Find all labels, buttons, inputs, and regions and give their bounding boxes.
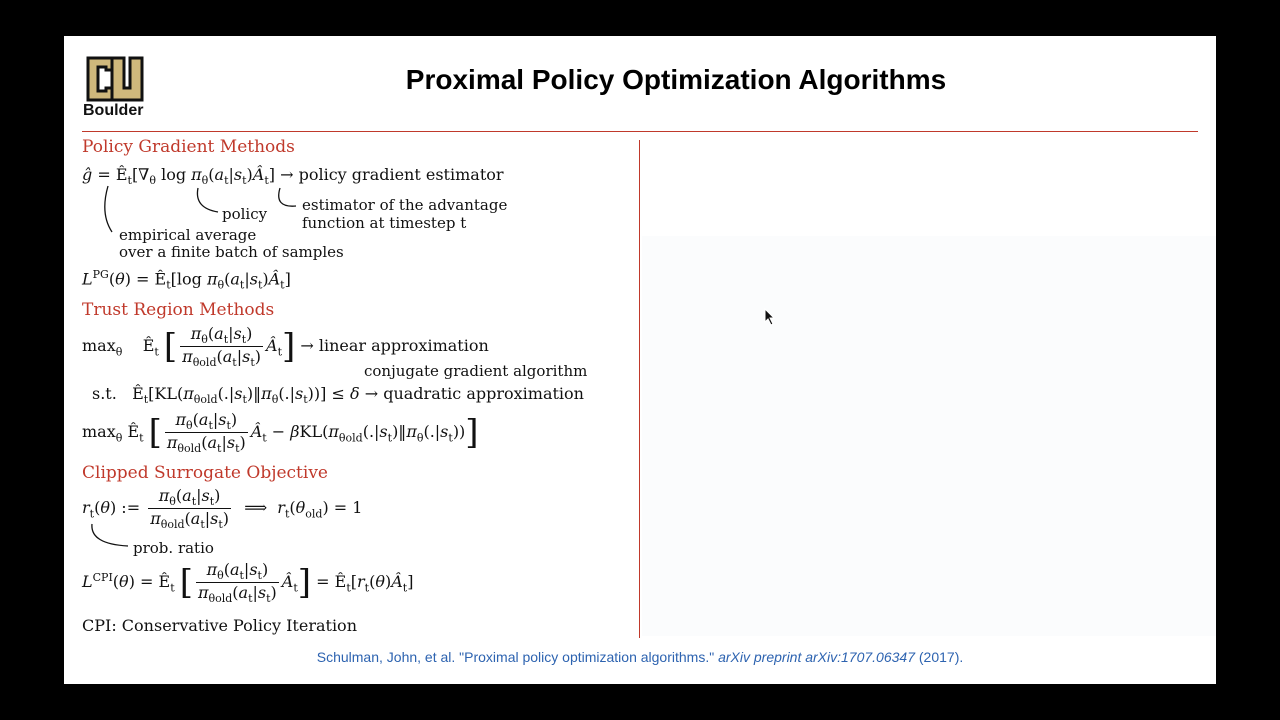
conjugate-gradient-label: conjugate gradient algorithm — [364, 362, 588, 380]
slide — [64, 36, 1216, 684]
annotation-average-2: over a finite batch of samples — [119, 243, 344, 261]
gradient-estimator-label: → policy gradient estimator — [280, 165, 504, 184]
st-label: s.t. — [92, 384, 117, 403]
equation-gradient-estimator: ĝ = $Ê_t[\nabla_\theta$ $\log \pi_\theta(a_t|s_t)Â_t$] → policy gradient estimator — [82, 165, 504, 188]
mouse-cursor-icon — [764, 308, 776, 326]
citation[interactable] — [64, 649, 1216, 665]
annotation-average-1: empirical average — [119, 226, 257, 244]
citation-authors: Schulman, John, et al. "Proximal policy optimization algorithms." — [316, 649, 719, 665]
equation-cpi-loss: $L^{CPI}(\theta)$ = $Ê_t$ [ $\frac{\pi_\theta(a_t|s_t)}{\pi_{\theta old}(a_t|s_t)}$ $Â_t$] = $Ê_t[r_t(\theta)Â_t]$ — [82, 560, 414, 606]
linear-approx-label: → linear approximation — [300, 336, 489, 356]
equation-penalty: $\max_\theta$ $Ê_t$ [ $\frac{\pi_\theta(a_t|s_t)}{\pi_{\theta old}(a_t|s_t)}$ $Â_t$ − $\beta KL(\pi_{\theta old}(.|s_t)‖\pi_\theta(.|s_t))$] — [82, 410, 479, 456]
citation-journal: arXiv preprint arXiv:1707.06347 — [718, 649, 915, 665]
prob-ratio-label: prob. ratio — [133, 539, 214, 557]
equation-trust-max: $\max_\theta$ $Ê_t$ [ $\frac{\pi_\theta(a_t|s_t)}{\pi_{\theta old}(a_t|s_t)}$ $Â_t$] → linear approximation — [82, 324, 489, 370]
ratio-annotation-curve — [88, 522, 138, 552]
heading-trust-region: Trust Region Methods — [82, 300, 275, 320]
equation-pg-loss: $L^{PG}(\theta)$ = $Ê_t[\log$ $\pi_\theta(a_t|s_t)Â_t$] — [82, 268, 291, 292]
heading-policy-gradient: Policy Gradient Methods — [82, 137, 295, 157]
annotation-advantage-2: function at timestep t — [302, 214, 467, 232]
cpi-note: CPI: Conservative Policy Iteration — [82, 616, 357, 635]
heading-clipped: Clipped Surrogate Objective — [82, 463, 328, 483]
slide-title: Proximal Policy Optimization Algorithms — [405, 64, 947, 95]
column-divider — [639, 140, 640, 638]
annotation-advantage-1: estimator of the advantage — [302, 196, 508, 214]
quadratic-approx-label: → quadratic approximation — [364, 384, 584, 403]
annotation-policy: policy — [222, 205, 268, 223]
logo-text: Boulder — [83, 102, 144, 119]
equation-prob-ratio: $r_t(\theta)$ := $\frac{\pi_\theta(a_t|s_t)}{\pi_{\theta old}(a_t|s_t)}$ ⟹ $r_t(\theta_{old}) = 1$ — [82, 486, 363, 532]
right-panel — [642, 236, 1216, 636]
title-divider — [82, 131, 1198, 132]
citation-year: (2017). — [915, 649, 964, 665]
equation-trust-constraint: s.t. $Ê_t[KL(\pi_{\theta old}(.|s_t)‖\pi_\theta(.|s_t))] \le \delta$ → quadratic approximation — [92, 384, 584, 407]
